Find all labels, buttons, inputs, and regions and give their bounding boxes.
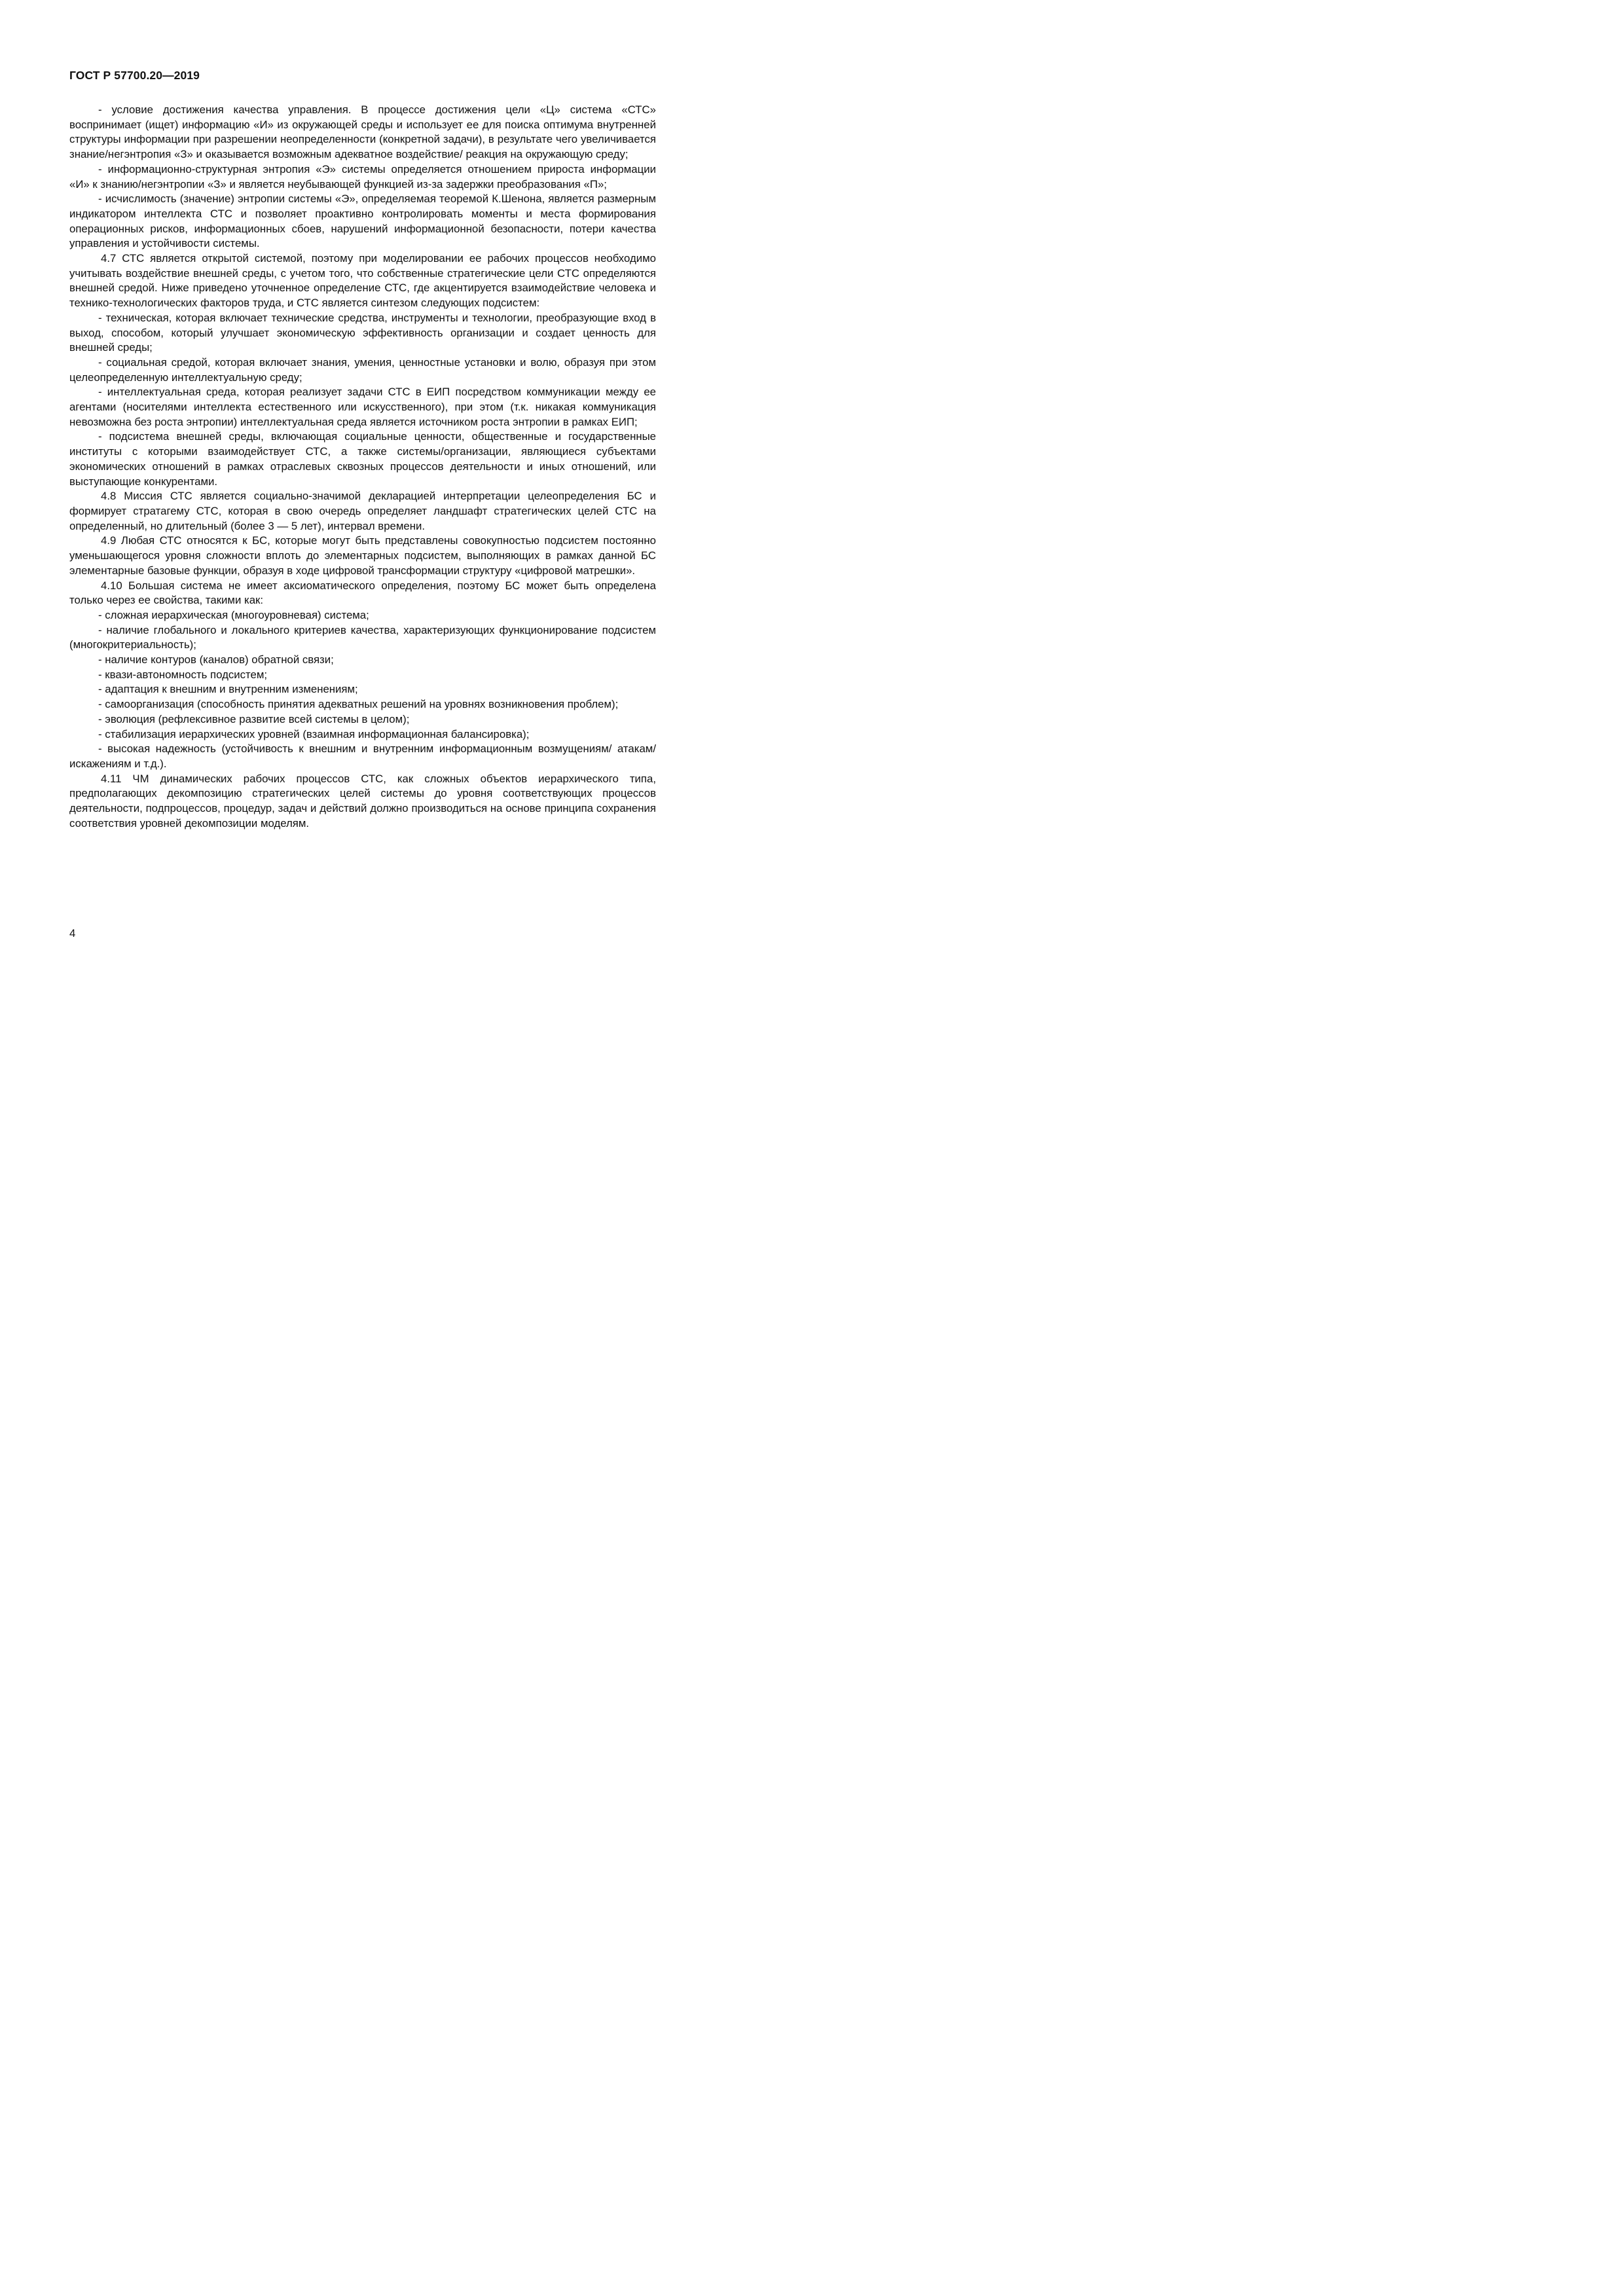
list-item: - интеллектуальная среда, которая реализует задачи СТС в ЕИП посредством коммуникации между ее агентами (носителями интеллекта естественного или искусственного), при этом (т.к. никакая коммуникация невозможна без роста энтропии) интеллектуальная среда является источником роста энтропии в рамках ЕИП;: [69, 386, 656, 428]
list-item: - наличие контуров (каналов) обратной связи;: [98, 653, 334, 666]
list-item: - техническая, которая включает технические средства, инструменты и технологии, преобразующие вход в выход, способом, который улучшает экономическую эффективность организации и создает ценность для внешней среды;: [69, 311, 656, 354]
clause-4-8: 4.8 Миссия СТС является социально-значимой декларацией интерпретации целеопределения БС и формирует стратагему СТС, которая в свою очередь определяет ландшафт стратегических целей СТС на определенный, но длительный (более 3 — 5 лет), интервал времени.: [69, 490, 656, 532]
page-number: 4: [69, 927, 76, 939]
list-item: - самоорганизация (способность принятия адекватных решений на уровнях возникновения проблем);: [98, 698, 619, 711]
list-item: - исчислимость (значение) энтропии системы «Э», определяемая теоремой К.Шенона, является размерным индикатором интеллекта СТС и позволяет проактивно контролировать моменты и места формирования операционных рисков, информационных сбоев, нарушений информационной безопасности, потери качества управления и устойчивости системы.: [69, 192, 656, 250]
clause-4-11: 4.11 ЧМ динамических рабочих процессов СТС, как сложных объектов иерархического типа, предполагающих декомпозицию стратегических целей системы до уровня соответствующих процессов деятельности, подпроцессов, процедур, задач и действий должно производиться на основе принципа сохранения соответствия уровней декомпозиции моделям.: [69, 772, 656, 829]
list-item: - условие достижения качества управления. В процессе достижения цели «Ц» система «СТС» воспринимает (ищет) информацию «И» из окружающей среды и использует ее для поиска оптимума внутренней структуры информации при разрешении неопределенности (конкретной задачи), в результате чего увеличивается знание/негэнтропия «З» и оказывается возможным адекватное воздействие/ реакция на окружающую среду;: [69, 103, 656, 161]
list-item: - социальная средой, которая включает знания, умения, ценностные установки и волю, образуя при этом целеопределенную интеллектуальную среду;: [69, 355, 656, 384]
list-item: - информационно-структурная энтропия «Э» системы определяется отношением прироста информации «И» к знанию/негэнтропии «З» и является неубывающей функцией из-за задержки преобразования «П»;: [69, 162, 656, 191]
clause-4-10: 4.10 Большая система не имеет аксиоматического определения, поэтому БС может быть определена только через ее свойства, такими как:: [69, 579, 656, 607]
document-body: [69, 103, 656, 831]
list-item: - подсистема внешней среды, включающая социальные ценности, общественные и государственные институты с которыми взаимодействует СТС, а также системы/организации, являющиеся субъектами экономических отношений в рамках отраслевых сквозных процессов деятельности и иных отношений, или выступающие конкурентами.: [69, 430, 656, 488]
list-item: - стабилизация иерархических уровней (взаимная информационная балансировка);: [98, 727, 530, 740]
list-item: - наличие глобального и локального критериев качества, характеризующих функционирование подсистем (многокритериальность);: [69, 623, 656, 651]
document-page: [0, 0, 720, 1019]
list-item: - сложная иерархическая (многоуровневая) система;: [98, 608, 369, 621]
document-header: ГОСТ Р 57700.20—2019: [69, 69, 200, 82]
list-item: - эволюция (рефлексивное развитие всей системы в целом);: [98, 712, 410, 725]
clause-4-9: 4.9 Любая СТС относятся к БС, которые могут быть представлены совокупностью подсистем постоянно уменьшающегося уровня сложности вплоть до элементарных подсистем, выполняющих в рамках данной БС элементарные базовые функции, образуя в ходе цифровой трансформации структуру «цифровой матрешки».: [69, 534, 656, 577]
list-item: - высокая надежность (устойчивость к внешним и внутренним информационным возмущениям/ атакам/искажениям и т.д.).: [69, 742, 656, 770]
list-item: - адаптация к внешним и внутренним изменениям;: [98, 683, 358, 696]
clause-4-7: 4.7 СТС является открытой системой, поэтому при моделировании ее рабочих процессов необходимо учитывать воздействие внешней среды, с учетом того, что собственные стратегические цели СТС определяются внешней средой. Ниже приведено уточненное определение СТС, где акцентируется взаимодействие человека и технико-технологических факторов труда, и СТС является синтезом следующих подсистем:: [69, 252, 656, 310]
list-item: - квази-автономность подсистем;: [98, 668, 268, 681]
